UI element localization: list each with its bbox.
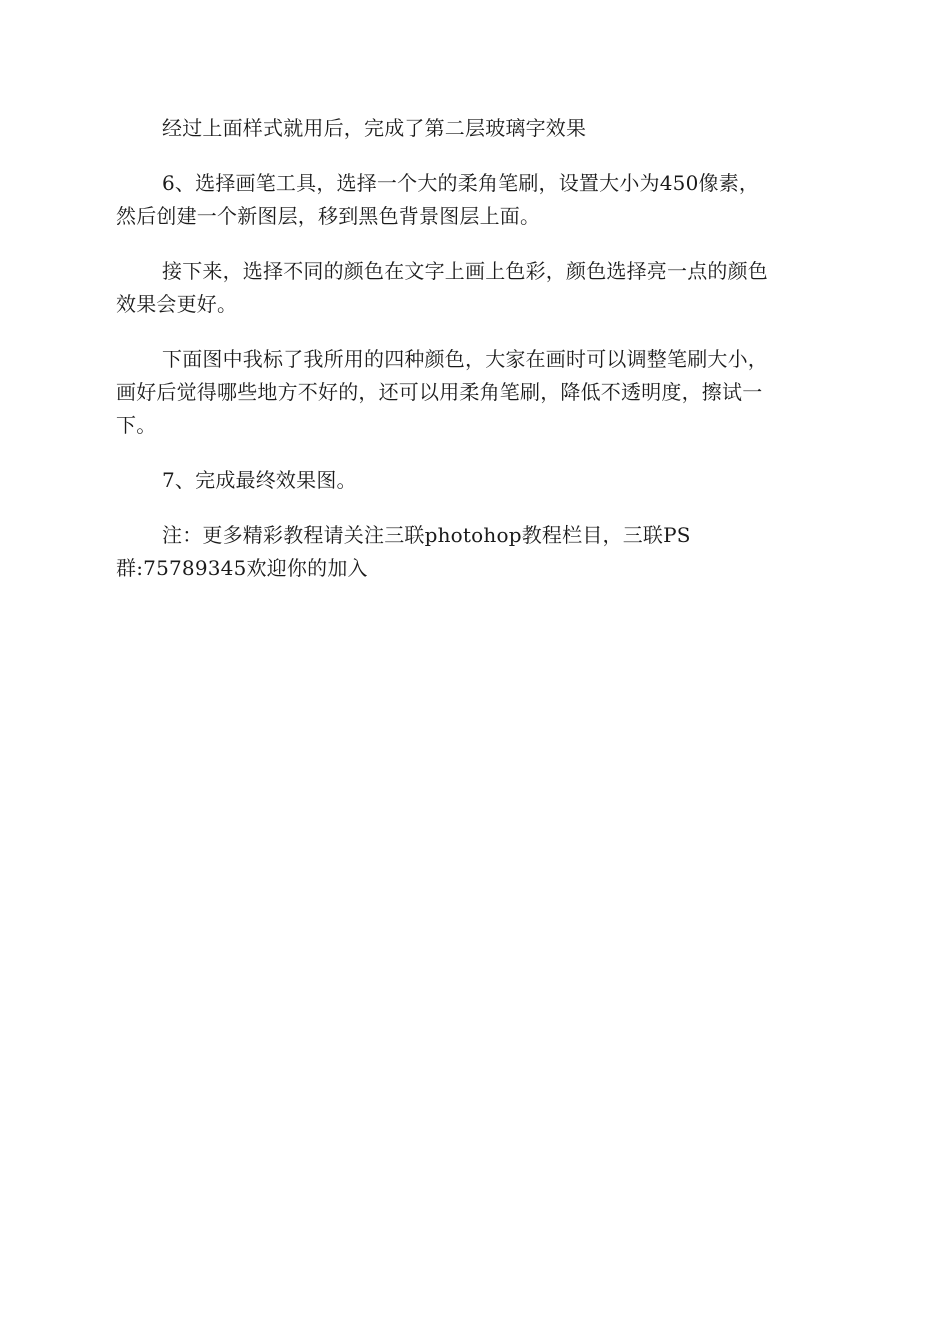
document-body: [116, 112, 836, 607]
text-line: 群:75789345欢迎你的加入: [116, 556, 368, 580]
text-line: 然后创建一个新图层，移到黑色背景图层上面。: [116, 204, 541, 228]
text-line: 注：更多精彩教程请关注三联photohop教程栏目，三联PS: [162, 523, 691, 547]
paragraph-step-6-brush: [116, 167, 836, 233]
paragraph-glass-text-result: [116, 112, 836, 145]
paragraph-four-colors-note: [116, 343, 836, 442]
text-line: 经过上面样式就用后，完成了第二层玻璃字效果: [162, 116, 587, 140]
paragraph-footer-note: [116, 519, 836, 585]
text-line: 效果会更好。: [116, 292, 238, 316]
text-line: 7、完成最终效果图。: [162, 468, 357, 492]
text-line: 下面图中我标了我所用的四种颜色，大家在画时可以调整笔刷大小，: [162, 347, 768, 371]
text-line: 下。: [116, 413, 157, 437]
text-line: 画好后觉得哪些地方不好的，还可以用柔角笔刷，降低不透明度，擦试一: [116, 380, 763, 404]
text-line: 接下来，选择不同的颜色在文字上画上色彩，颜色选择亮一点的颜色: [162, 259, 768, 283]
text-line: 6、选择画笔工具，选择一个大的柔角笔刷，设置大小为450像素，: [162, 171, 760, 195]
paragraph-paint-colors: [116, 255, 836, 321]
paragraph-step-7-final: [116, 464, 836, 497]
